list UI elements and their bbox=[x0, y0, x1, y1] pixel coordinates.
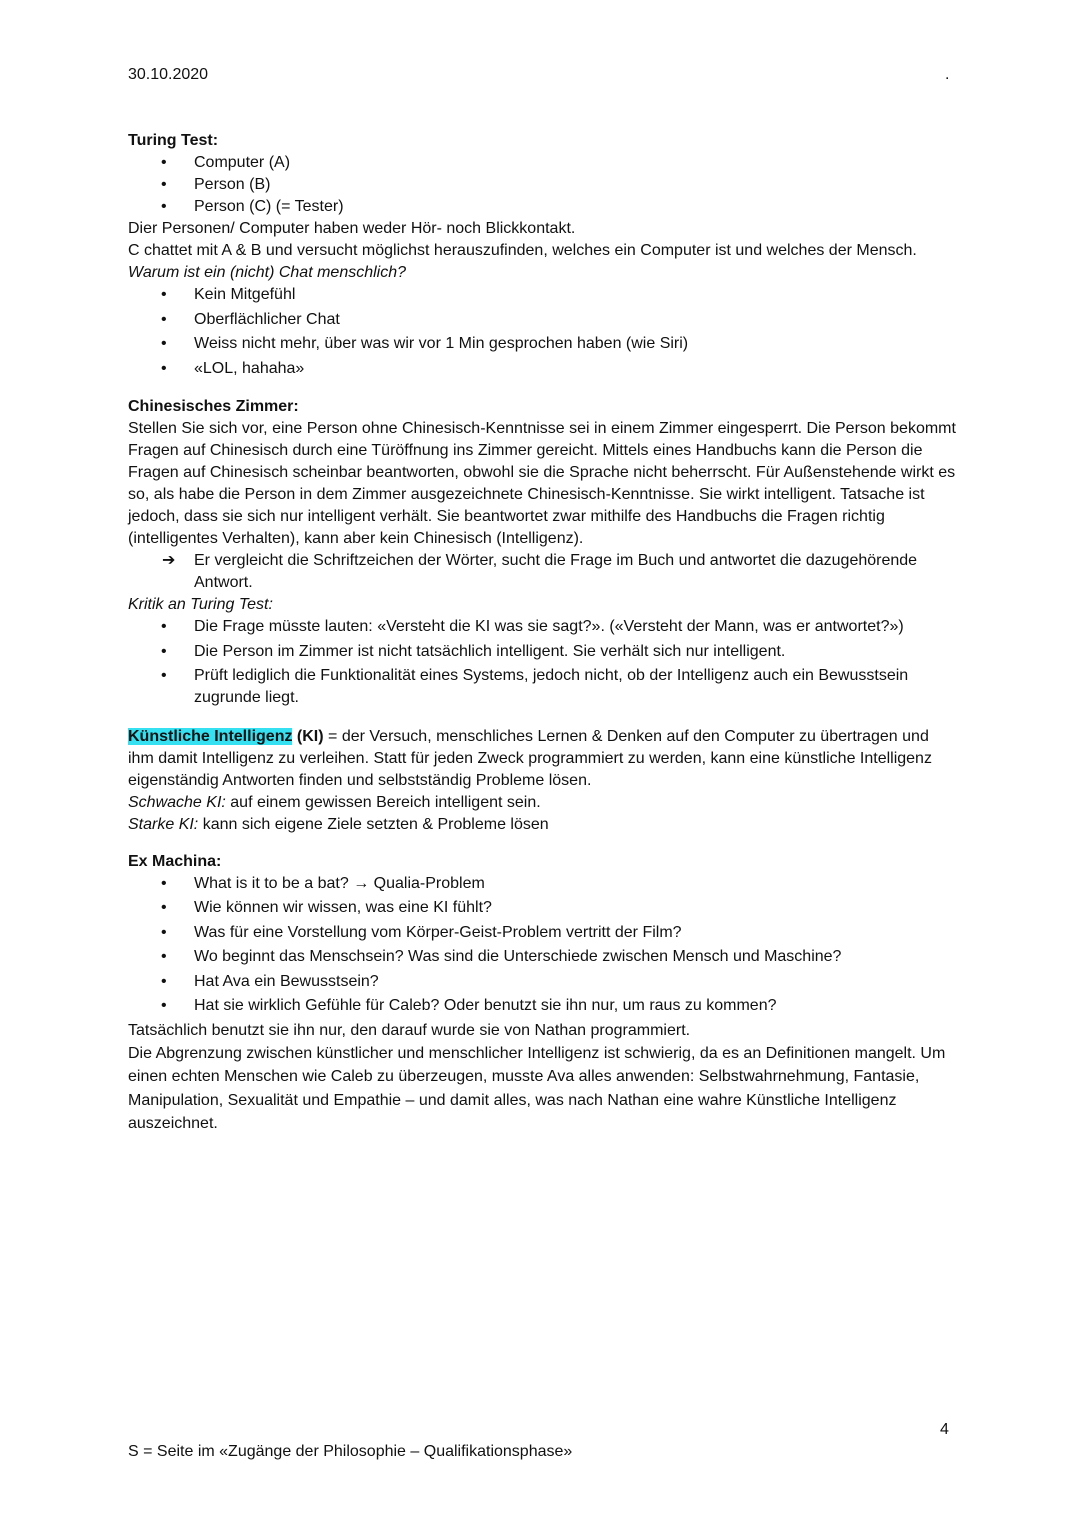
turing-question: Warum ist ein (nicht) Chat menschlich? bbox=[128, 264, 407, 281]
list-item: • What is it to be a bat? → Qualia-Problem bbox=[128, 873, 958, 895]
spacer bbox=[128, 836, 958, 851]
ki-abbreviation: (KI) bbox=[296, 727, 324, 745]
list-item: • Prüft lediglich die Funktionalität eines Systems, jedoch nicht, ob der Intelligenz auch ein Bewusstsein zugrunde liegt. bbox=[128, 665, 958, 709]
turing-paragraph-1: Dier Personen/ Computer haben weder Hör- noch Blickkontakt. bbox=[128, 220, 576, 237]
critique-list bbox=[128, 616, 958, 709]
list-item: • Hat sie wirklich Gefühle für Caleb? Oder benutzt sie ihn nur, um raus zu kommen? bbox=[128, 995, 958, 1017]
ki-definition bbox=[128, 726, 958, 792]
weak-ai-label: Schwache KI: bbox=[128, 793, 226, 811]
list-item: • «LOL, hahaha» bbox=[128, 358, 958, 380]
strong-ai-line bbox=[128, 814, 958, 836]
turing-participants-list bbox=[128, 152, 958, 218]
list-item: • Weiss nicht mehr, über was wir vor 1 Min gesprochen haben (wie Siri) bbox=[128, 333, 958, 355]
ki-definition-text: = der Versuch, menschliches Lernen & Denken auf den Computer zu übertragen und ihm damit Intelligenz zu verleihen. Statt für jeden Zweck programmiert zu werden, kann eine künstliche Intelligenz eigenständig Antworten finden und selbstständig Probleme lösen. bbox=[128, 727, 932, 789]
list-item: • Person (C) (= Tester) bbox=[128, 196, 958, 218]
list-item: • Wie können wir wissen, was eine KI fühlt? bbox=[128, 897, 958, 919]
arrow-right-icon: ➔ bbox=[162, 552, 176, 569]
chinese-room-heading: Chinesisches Zimmer: bbox=[128, 398, 299, 415]
list-item: • Computer (A) bbox=[128, 152, 958, 174]
spacer bbox=[128, 382, 958, 396]
ex-machina-paragraph-1: Tatsächlich benutzt sie ihn nur, den darauf wurde sie von Nathan programmiert. bbox=[128, 1021, 691, 1039]
ex-machina-heading: Ex Machina: bbox=[128, 852, 222, 870]
page-number: 4 bbox=[940, 1421, 949, 1438]
ex-machina-questions-list bbox=[128, 873, 958, 1018]
weak-ai-text: auf einem gewissen Bereich intelligent sein. bbox=[225, 793, 541, 811]
document-body bbox=[128, 130, 958, 1136]
list-item: • Die Frage müsste lauten: «Versteht die KI was sie sagt?». («Versteht der Mann, was er antwortet?») bbox=[128, 616, 958, 638]
critique-heading: Kritik an Turing Test: bbox=[128, 596, 273, 613]
spacer bbox=[128, 712, 958, 726]
chinese-room-text: Stellen Sie sich vor, eine Person ohne Chinesisch-Kenntnisse sei in einem Zimmer eingesperrt. Die Person bekommt Fragen auf Chinesisch durch eine Türöffnung ins Zimmer gereicht. Mittels eines Handbuchs kann die Person die Fragen auf Chinesisch scheinbar beantworten, obwohl sie die Sprache nicht beherrscht. Für Außenstehende wirkt es so, als habe die Person in dem Zimmer ausgezeichnete Chinesisch-Kenntnisse. Sie wirkt intelligent. Tatsache ist jedoch, dass sie sich nur intelligent verhält. Sie beantwortet zwar mithilfe des Handbuchs die Fragen richtig (intelligentes Verhalten), kann aber kein Chinesisch (Intelligenz). bbox=[128, 420, 956, 547]
strong-ai-text: kann sich eigene Ziele setzten & Probleme lösen bbox=[198, 815, 549, 833]
turing-heading: Turing Test: bbox=[128, 132, 219, 149]
list-item: • Kein Mitgefühl bbox=[128, 284, 958, 306]
list-item: • Wo beginnt das Menschsein? Was sind die Unterschiede zwischen Mensch und Maschine? bbox=[128, 946, 958, 968]
chinese-room-conclusion bbox=[128, 550, 958, 594]
ex-machina-paragraph-2: Die Abgrenzung zwischen künstlicher und menschlicher Intelligenz ist schwierig, da es an Definitionen mangelt. Um einen echten Menschen wie Caleb zu überzeugen, musste Ava alles anwenden: Selbstwahrnehmung, Fantasie, Manipulation, Sexualität und Empathie – und damit alles, was nach Nathan eine wahre Künstliche Intelligenz auszeichnet. bbox=[128, 1044, 946, 1132]
list-item: • Oberflächlicher Chat bbox=[128, 309, 958, 331]
turing-reasons-list bbox=[128, 284, 958, 380]
weak-ai-line bbox=[128, 792, 958, 814]
header-dot: . bbox=[945, 66, 950, 83]
strong-ai-label: Starke KI: bbox=[128, 815, 199, 833]
list-item: • Hat Ava ein Bewusstsein? bbox=[128, 971, 958, 993]
list-item: • Person (B) bbox=[128, 174, 958, 196]
header-date: 30.10.2020 bbox=[128, 66, 209, 83]
ki-term-highlight: Künstliche Intelligenz bbox=[128, 727, 293, 745]
list-item: • Was für eine Vorstellung vom Körper-Geist-Problem vertritt der Film? bbox=[128, 922, 958, 944]
conclusion-text: Er vergleicht die Schriftzeichen der Wörter, sucht die Frage im Buch und antwortet die dazugehörende Antwort. bbox=[194, 552, 918, 591]
footer-note: S = Seite im «Zugänge der Philosophie – Qualifikationsphase» bbox=[128, 1443, 573, 1460]
turing-paragraph-2: C chattet mit A & B und versucht möglichst herauszufinden, welches ein Computer ist und welches der Mensch. bbox=[128, 242, 917, 259]
list-item: • Die Person im Zimmer ist nicht tatsächlich intelligent. Sie verhält sich nur intelligent. bbox=[128, 641, 958, 663]
